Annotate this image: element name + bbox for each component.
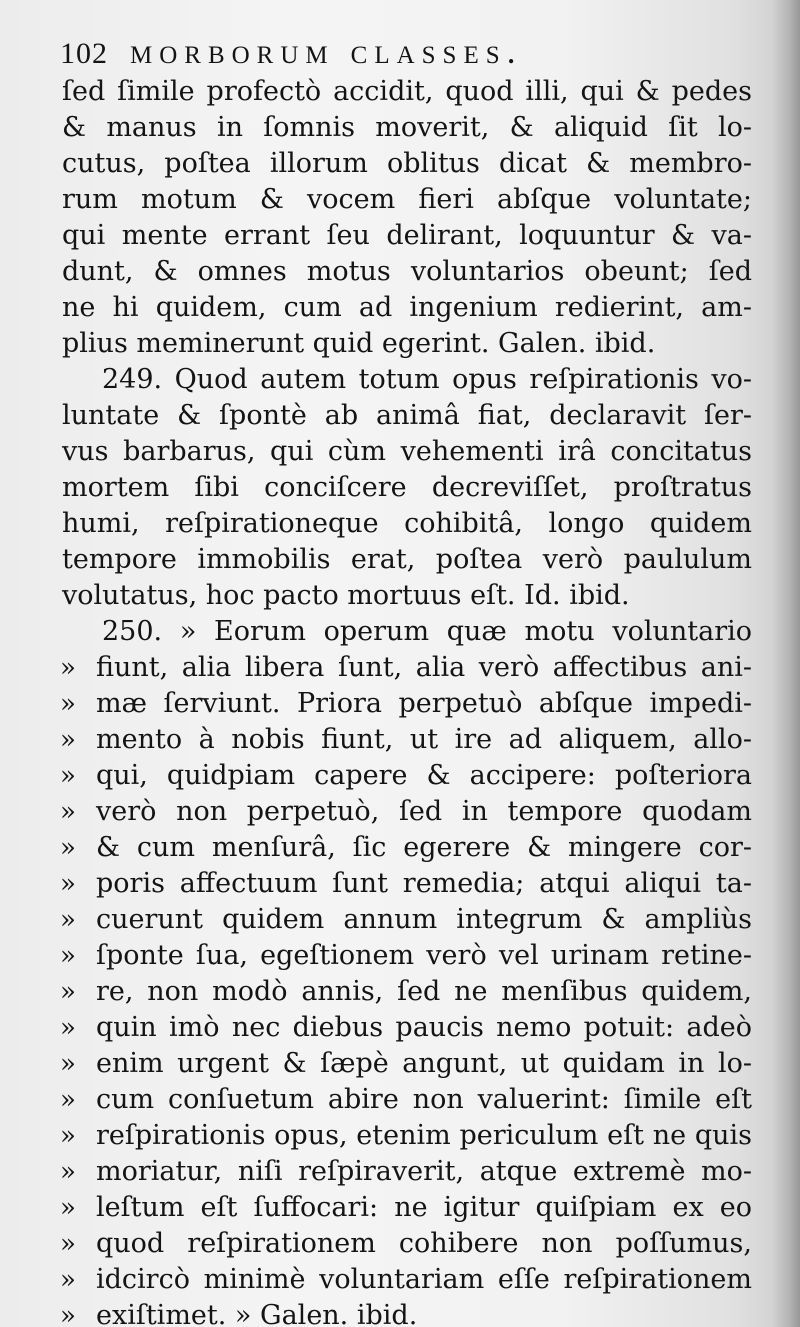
text-line: dunt, & omnes motus voluntarios obeunt; ſed — [62, 256, 752, 287]
quote-mark: » — [60, 1085, 76, 1115]
quoted-line — [62, 902, 752, 938]
quote-text: verò non perpetuò, ſed in tempore quodam — [96, 796, 752, 827]
quote-mark: » — [60, 725, 76, 755]
quote-text: qui, quidpiam capere & accipere: poſteriora — [96, 760, 752, 791]
quoted-line — [62, 1226, 752, 1262]
text-line: tempore immobilis erat, poſtea verò paululum — [62, 544, 752, 575]
quote-mark: » — [60, 1013, 76, 1043]
quote-mark: » — [60, 653, 76, 683]
paragraph-250-line: 250. » Eorum operum quæ motu voluntario — [102, 616, 752, 647]
quoted-line — [62, 830, 752, 866]
text-line: plius meminerunt quid egerint. Galen. ibid. — [62, 328, 656, 359]
quoted-line — [62, 1082, 752, 1118]
quote-text: quod reſpirationem cohibere non poſſumus, — [96, 1228, 752, 1259]
running-head: morborum classes. — [130, 31, 523, 71]
quote-text: ſponte ſua, egeſtionem verò vel urinam retine- — [96, 940, 752, 971]
quote-mark: » — [60, 941, 76, 971]
quoted-line — [62, 1010, 752, 1046]
quoted-line — [62, 794, 752, 830]
quote-text: re, non modò annis, ſed ne menſibus quidem, — [96, 976, 752, 1007]
quoted-line — [62, 974, 752, 1010]
quote-text: exiſtimet. » Galen. ibid. — [96, 1300, 418, 1327]
quoted-line — [62, 1046, 752, 1082]
text-line: volutatus, hoc pacto mortuus eſt. Id. ibid. — [62, 580, 630, 611]
quote-text: mæ ſerviunt. Priora perpetuò abſque impedi- — [96, 688, 752, 719]
quote-mark: » — [60, 797, 76, 827]
quote-text: idcircò minimè voluntariam eſſe reſpirationem — [96, 1264, 752, 1295]
quote-text: cuerunt quidem annum integrum & ampliùs — [96, 904, 752, 935]
text-line: humi, reſpirationeque cohibitâ, longo quidem — [62, 508, 752, 539]
quote-mark: » — [60, 1121, 76, 1151]
quoted-line — [62, 866, 752, 902]
quoted-line — [62, 1262, 752, 1298]
text-line: ſed ſimile profectò accidit, quod illi, qui & pedes — [62, 76, 752, 107]
quote-mark: » — [60, 905, 76, 935]
quote-mark: » — [60, 1265, 76, 1295]
quote-text: leſtum eſt ſuffocari: ne igitur quiſpiam ex eo — [96, 1192, 752, 1223]
quoted-line — [62, 686, 752, 722]
quote-mark: » — [60, 761, 76, 791]
quote-mark: » — [60, 1301, 76, 1327]
quoted-line — [62, 938, 752, 974]
quoted-line — [62, 650, 752, 686]
quote-text: poris affectuum ſunt remedia; atqui aliqui ta- — [96, 868, 752, 899]
quote-text: moriatur, niſi reſpiraverit, atque extremè mo- — [96, 1156, 752, 1187]
text-line: luntate & ſpontè ab animâ fiat, declaravit ſer- — [62, 400, 752, 431]
quoted-line — [62, 1154, 752, 1190]
quote-text: fiunt, alia libera ſunt, alia verò affectibus ani- — [96, 652, 752, 683]
quoted-line — [62, 1118, 752, 1154]
text-line: mortem ſibi conciſcere decreviſſet, proſtratus — [62, 472, 752, 503]
text-line: ne hi quidem, cum ad ingenium redierint, am- — [62, 292, 752, 323]
quote-mark: » — [60, 1049, 76, 1079]
quote-mark: » — [60, 1157, 76, 1187]
text-line: qui mente errant ſeu delirant, loquuntur & va- — [62, 220, 752, 251]
body-text — [60, 74, 752, 1327]
quote-text: reſpirationis opus, etenim periculum eſt ne quis — [96, 1120, 752, 1151]
text-line: cutus, poſtea illorum oblitus dicat & membro- — [62, 148, 752, 179]
quote-mark: » — [60, 1229, 76, 1259]
quoted-line — [62, 722, 752, 758]
text-line: rum motum & vocem fieri abſque voluntate; — [62, 184, 752, 215]
quote-text: & cum menſurâ, ſic egerere & mingere cor- — [96, 832, 752, 863]
quote-mark: » — [60, 977, 76, 1007]
text-line: vus barbarus, qui cùm vehementi irâ concitatus — [62, 436, 752, 467]
quote-text: cum conſuetum abire non valuerint: ſimile eſt — [96, 1084, 752, 1115]
text-line: & manus in ſomnis moverit, & aliquid ſit lo- — [62, 112, 752, 143]
quote-mark: » — [60, 869, 76, 899]
quote-text: quin imò nec diebus paucis nemo potuit: adeò — [96, 1012, 752, 1043]
quote-text: mento à nobis fiunt, ut ire ad aliquem, allo- — [96, 724, 752, 755]
quote-text: enim urgent & ſæpè angunt, ut quidam in lo- — [96, 1048, 752, 1079]
quoted-line — [62, 1190, 752, 1226]
quote-mark: » — [60, 833, 76, 863]
quoted-line — [62, 758, 752, 794]
page-edge-shadow — [772, 0, 800, 1327]
quote-mark: » — [60, 1193, 76, 1223]
quoted-line — [62, 1298, 752, 1327]
quote-mark: » — [60, 689, 76, 719]
page-number: 102 — [60, 37, 108, 70]
paragraph-249-line: 249. Quod autem totum opus reſpirationis vo- — [102, 364, 752, 395]
